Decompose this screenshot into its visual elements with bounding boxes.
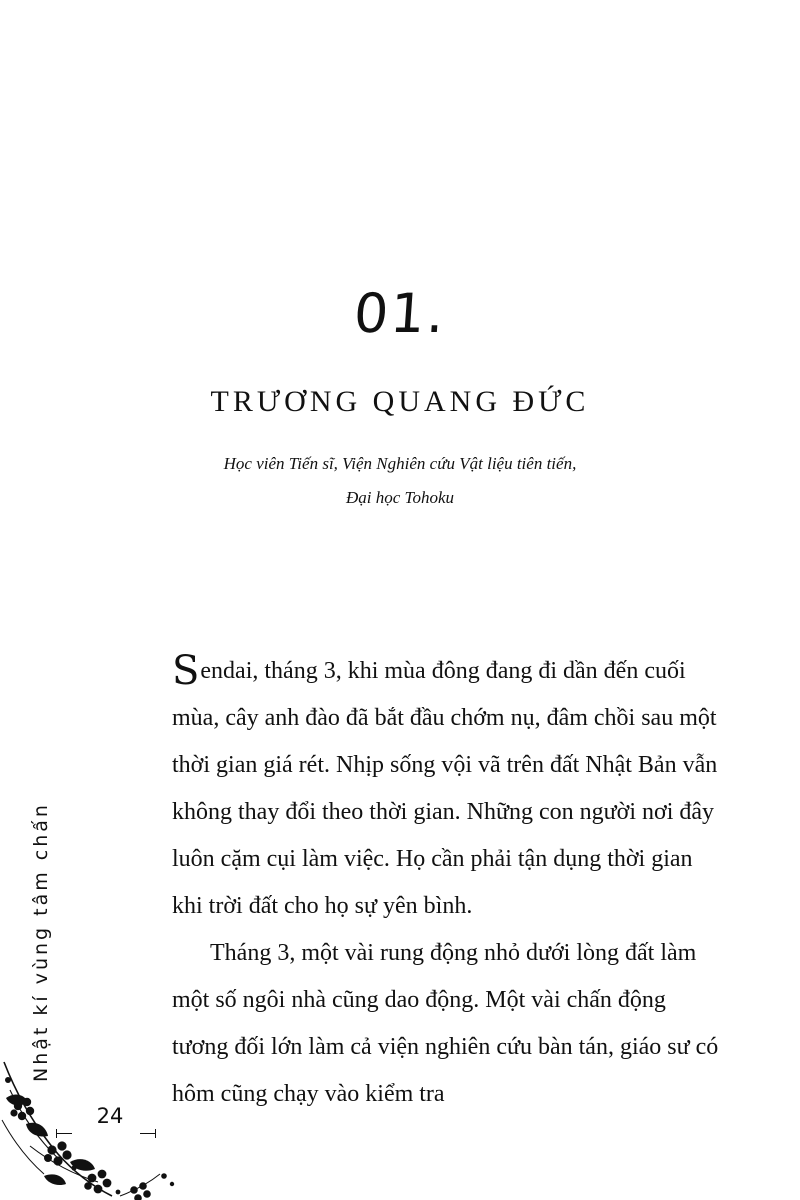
paragraph-2: Tháng 3, một vài rung động nhỏ dưới lòng đất làm một số ngôi nhà cũng dao động. Một vài chấn động tương đối lớn làm cả viện nghiên cứu bàn tán, giáo sư có hôm cũng chạy vào kiểm tra (172, 940, 719, 1107)
folio-tick-right (155, 1129, 156, 1138)
paragraph-1 (172, 648, 724, 930)
page-number: 24 (96, 1104, 124, 1128)
folio-rule-left (56, 1133, 72, 1134)
author-name-heading: TRƯƠNG QUANG ĐỨC (210, 385, 590, 418)
folio-rule-right (140, 1133, 156, 1134)
affiliation-line-1: Học viên Tiến sĩ, Viện Nghiên cứu Vật liệu tiên tiến, (223, 454, 577, 473)
author-affiliation (0, 447, 800, 515)
folio-tick-left (56, 1129, 57, 1138)
affiliation-line-2: Đại học Tohoku (346, 488, 454, 507)
drop-cap: S (172, 648, 200, 694)
running-side-title: Nhật kí vùng tâm chấn (30, 802, 52, 1082)
chapter-number: 01. (351, 282, 449, 345)
paragraph-1-text: endai, tháng 3, khi mùa đông đang đi dần đến cuối mùa, cây anh đào đã bắt đầu chớm nụ, đâm chồi sau một thời gian giá rét. Nhịp sống vội vã trên đất Nhật Bản vẫn không thay đổi theo thời gian. Những con người nơi đây luôn cặm cụi làm việc. Họ cần phải tận dụng thời gian khi trời đất cho họ sự yên bình. (172, 658, 718, 919)
body-text (172, 648, 724, 1118)
